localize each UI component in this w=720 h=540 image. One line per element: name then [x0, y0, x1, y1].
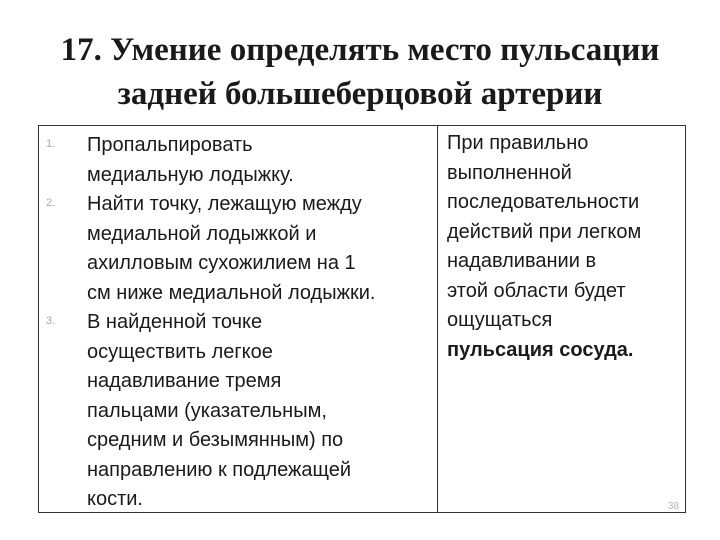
step-number: 1. — [46, 138, 56, 150]
step-text-line: медиальную лодыжку. — [87, 163, 294, 186]
result-text-line: ощущаться — [447, 309, 553, 331]
title-line-2: задней большеберцовой артерии — [117, 76, 603, 112]
step-text-line: средним и безымянным) по — [87, 429, 344, 451]
result-text-line: этой области будет — [447, 279, 626, 302]
step-text-line: пальцами (указательным, — [87, 399, 327, 422]
step-text-line: см ниже медиальной лодыжки. — [87, 281, 376, 304]
step-text-line: кости. — [87, 488, 143, 510]
step-text — [87, 190, 439, 308]
step-text-line: медиальной лодыжкой и — [87, 222, 317, 245]
result-column — [447, 129, 683, 365]
step-text — [87, 308, 439, 515]
step-text-line: ахилловым сухожилием на 1 — [87, 252, 356, 274]
result-text-line: последовательности — [447, 191, 640, 213]
slide-title — [20, 28, 700, 116]
steps-column — [39, 126, 435, 512]
step-text-line: Пропальпировать — [87, 134, 253, 156]
result-text-line: выполненной — [447, 161, 572, 184]
page-number: 38 — [667, 501, 679, 512]
step-text — [87, 131, 439, 190]
step-text-line: осуществить легкое — [87, 340, 273, 363]
content-table — [38, 125, 686, 513]
step-text-line: направлению к подлежащей — [87, 458, 352, 481]
step-text-line: надавливание тремя — [87, 370, 282, 392]
step-text-line: В найденной точке — [87, 311, 263, 333]
step-number: 2. — [46, 197, 56, 209]
step-text-line: Найти точку, лежащую между — [87, 193, 362, 215]
result-text-line: действий при легком — [447, 220, 642, 243]
title-line-1: 17. Умение определять место пульсации — [60, 32, 660, 68]
step-number: 3. — [46, 315, 56, 327]
result-text-line: При правильно — [447, 132, 589, 154]
result-text-line: надавливании в — [447, 250, 597, 272]
result-emphasis: пульсация сосуда. — [447, 338, 634, 361]
